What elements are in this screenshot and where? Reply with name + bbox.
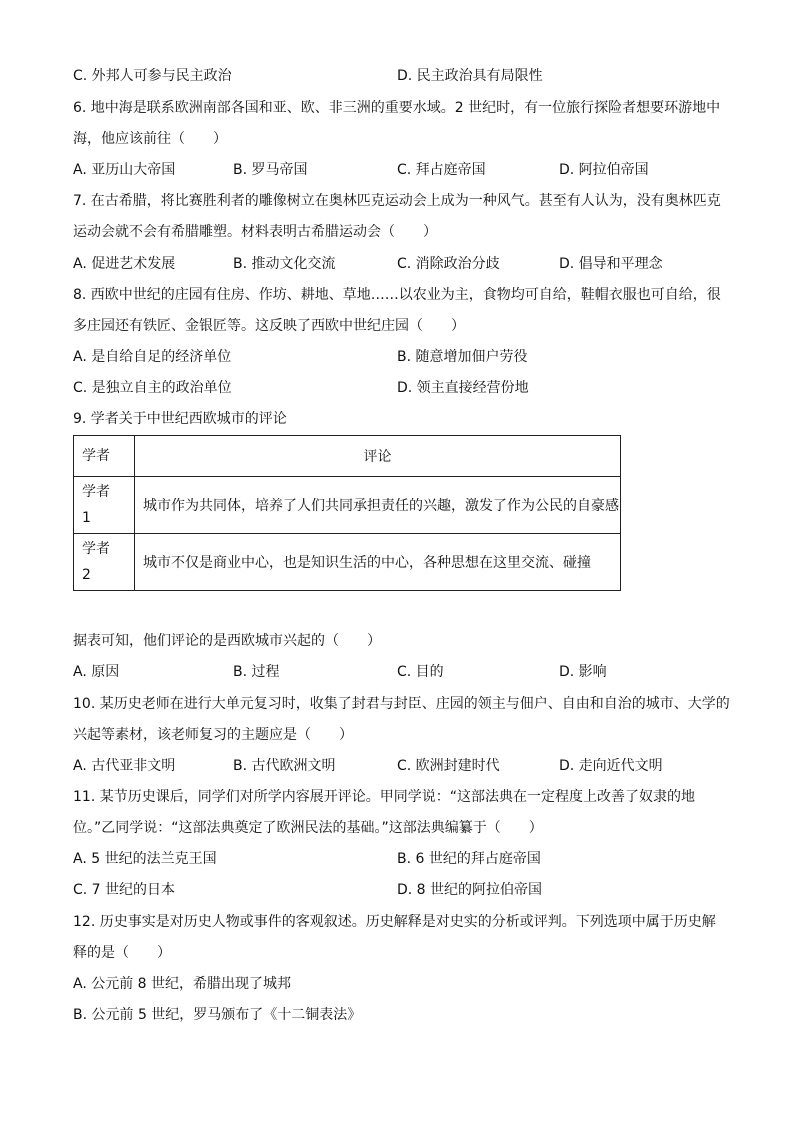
q8-stem-line1: 8. 西欧中世纪的庄园有住房、作坊、耕地、草地……以农业为主，食物均可自给，鞋帽衣服也可自给，很: [73, 287, 721, 303]
q9-intro: 9. 学者关于中世纪西欧城市的评论: [73, 411, 287, 427]
row1-comment: 城市作为共同体，培养了人们共同承担责任的兴趣，激发了作为公民的自豪感: [135, 477, 621, 534]
q7-stem-line1: 7. 在古希腊，将比赛胜利者的雕像树立在奥林匹克运动会上成为一种风气。甚至有人认为，没有奥林匹克: [73, 193, 721, 209]
q9-option-a: A. 原因: [73, 664, 120, 680]
q8-option-b: B. 随意增加佃户劳役: [397, 349, 528, 365]
table-row: [74, 477, 621, 534]
q12-stem-line2: 释的是（ ）: [73, 945, 171, 961]
q7-option-d: D. 倡导和平理念: [559, 256, 663, 272]
q12-option-a: A. 公元前 8 世纪，希腊出现了城邦: [73, 976, 292, 992]
q6-option-d: D. 阿拉伯帝国: [559, 162, 649, 178]
q6-stem-line1: 6. 地中海是联系欧洲南部各国和亚、欧、非三洲的重要水域。2 世纪时，有一位旅行探险者想要环游地中: [73, 100, 721, 116]
row1-scholar: [74, 477, 135, 534]
q9-option-d: D. 影响: [559, 664, 607, 680]
q10-option-a: A. 古代亚非文明: [73, 758, 176, 774]
q12-option-b: B. 公元前 5 世纪，罗马颁布了《十二铜表法》: [73, 1007, 362, 1023]
q10-option-b: B. 古代欧洲文明: [233, 758, 336, 774]
table-row: [74, 534, 621, 591]
q11-option-b: B. 6 世纪的拜占庭帝国: [397, 851, 541, 867]
q11-option-a: A. 5 世纪的法兰克王国: [73, 851, 217, 867]
row2-scholar-number: 2: [82, 567, 91, 583]
q10-stem-line2: 兴起等素材，该老师复习的主题应是（ ）: [73, 727, 353, 743]
q11-stem-line1: 11. 某节历史课后，同学们对所学内容展开评论。甲同学说：“这部法典在一定程度上改善了奴隶的地: [73, 789, 695, 805]
q11-option-d: D. 8 世纪的阿拉伯帝国: [397, 882, 543, 898]
q10-option-c: C. 欧洲封建时代: [397, 758, 500, 774]
q9-stem: 据表可知，他们评论的是西欧城市兴起的（ ）: [73, 633, 381, 649]
q7-option-b: B. 推动文化交流: [233, 256, 336, 272]
q9-option-b: B. 过程: [233, 664, 280, 680]
row1-scholar-number: 1: [82, 510, 91, 526]
q9-option-c: C. 目的: [397, 664, 444, 680]
row2-scholar-label: 学者: [82, 541, 110, 557]
q11-stem-line2: 位。”乙同学说：“这部法典奠定了欧洲民法的基础。”这部法典编纂于（ ）: [73, 820, 543, 836]
table-header-row: [74, 436, 621, 477]
q8-option-d: D. 领主直接经营份地: [397, 380, 529, 396]
q12-stem-line1: 12. 历史事实是对历史人物或事件的客观叙述。历史解释是对史实的分析或评判。下列选项中属于历史解: [73, 914, 716, 930]
q5-option-c: C. 外邦人可参与民主政治: [73, 68, 232, 84]
q10-option-d: D. 走向近代文明: [559, 758, 663, 774]
header-scholar: 学者: [74, 436, 135, 477]
q11-option-c: C. 7 世纪的日本: [73, 882, 176, 898]
q5-option-d: D. 民主政治具有局限性: [397, 68, 543, 84]
row2-scholar: [74, 534, 135, 591]
q8-option-a: A. 是自给自足的经济单位: [73, 349, 232, 365]
q7-option-c: C. 消除政治分歧: [397, 256, 500, 272]
q6-option-c: C. 拜占庭帝国: [397, 162, 486, 178]
scholar-comment-table: [73, 435, 621, 591]
row2-comment: 城市不仅是商业中心，也是知识生活的中心，各种思想在这里交流、碰撞: [135, 534, 621, 591]
q6-option-b: B. 罗马帝国: [233, 162, 308, 178]
q10-stem-line1: 10. 某历史老师在进行大单元复习时，收集了封君与封臣、庄园的领主与佃户、自由和自治的城市、大学的: [73, 696, 730, 712]
row1-scholar-label: 学者: [82, 484, 110, 500]
q8-option-c: C. 是独立自主的政治单位: [73, 380, 232, 396]
q6-stem-line2: 海，他应该前往（ ）: [73, 131, 227, 147]
q7-stem-line2: 运动会就不会有希腊雕塑。材料表明古希腊运动会（ ）: [73, 224, 437, 240]
q6-option-a: A. 亚历山大帝国: [73, 162, 176, 178]
q8-stem-line2: 多庄园还有铁匠、金银匠等。这反映了西欧中世纪庄园（ ）: [73, 318, 465, 334]
q7-option-a: A. 促进艺术发展: [73, 256, 176, 272]
header-comment: 评论: [135, 436, 621, 477]
